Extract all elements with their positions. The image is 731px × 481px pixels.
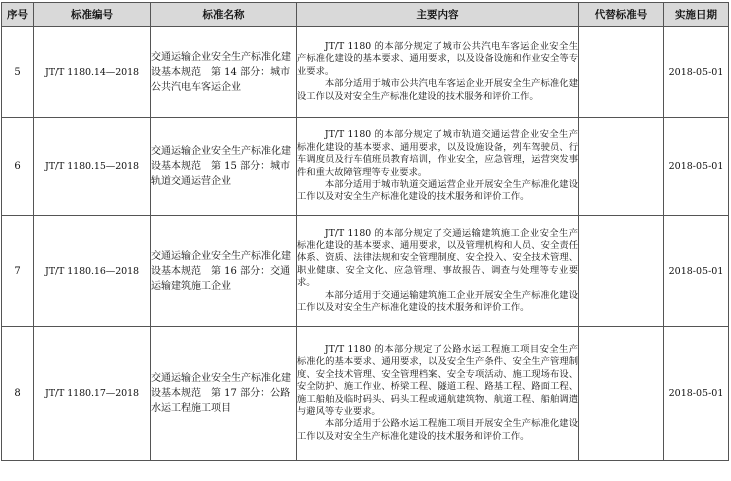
content-applicability: 本部分适用于交通运输建筑施工企业开展安全生产标准化建设工作以及对安全生产标准化建设的技术服务和评价工作。: [297, 289, 578, 313]
content-applicability: 本部分适用于城市轨道交通运营企业开展安全生产标准化建设工作以及对安全生产标准化建设的技术服务和评价工作。: [297, 178, 578, 203]
standard-content: [297, 327, 579, 461]
table-row: [2, 216, 729, 327]
standard-name: 交通运输企业安全生产标准化建设基本规范 第 15 部分：城市轨道交通运营企业: [151, 118, 297, 216]
table-row: [2, 118, 729, 216]
header-row: [2, 3, 729, 27]
replaced-standard: [579, 216, 664, 327]
content-scope: JT/T 1180 的本部分规定了公路水运工程施工项目安全生产标准化的基本要求、通用要求，以及安全生产条件、安全生产管理制度、安全技术管理、安全管理档案、安全专项活动、施工现场布设、安全防护、施工作业、桥梁工程、隧道工程、路基工程、路面工程、施工船舶及临时码头、码头工程或通航建筑物、航道工程、船舶调遣与避风等专业要求。: [297, 344, 578, 417]
content-scope: JT/T 1180 的本部分规定了交通运输建筑施工企业安全生产标准化建设的基本要求、通用要求，以及管理机构和人员、安全责任体系、资质、法律法规和安全管理制度、安全投入、安全技术管理、职业健康、安全文化、应急管理、事故报告、调查与处理等专业要求。: [297, 227, 578, 289]
standard-name: 交通运输企业安全生产标准化建设基本规范 第 14 部分：城市公共汽电车客运企业: [151, 27, 297, 118]
effective-date: 2018-05-01: [664, 118, 729, 216]
header-content: 主要内容: [297, 3, 579, 27]
header-no: 序号: [2, 3, 34, 27]
content-applicability: 本部分适用于城市公共汽电车客运企业开展安全生产标准化建设工作以及对安全生产标准化建设的技术服务和评价工作。: [297, 78, 578, 102]
standard-name: 交通运输企业安全生产标准化建设基本规范 第 17 部分：公路水运工程施工项目: [151, 327, 297, 461]
header-code: 标准编号: [34, 3, 151, 27]
standard-name: 交通运输企业安全生产标准化建设基本规范 第 16 部分：交通运输建筑施工企业: [151, 216, 297, 327]
replaced-standard: [579, 27, 664, 118]
content-scope: JT/T 1180 的本部分规定了城市公共汽电车客运企业安全生产标准化建设的基本要求、通用要求，以及设备设施和作业安全等专业要求。: [297, 41, 578, 77]
header-name: 标准名称: [151, 3, 297, 27]
row-number: 8: [2, 327, 34, 461]
header-replace: 代替标准号: [579, 3, 664, 27]
content-scope: JT/T 1180 的本部分规定了城市轨道交通运营企业安全生产标准化建设的基本要求、通用要求，以及设施设备，列车驾驶员、行车调度员及行车值班员教育培训，作业安全，应急管理，运营突发事件和重大故障管理等专业要求。: [297, 129, 578, 178]
standards-table: [1, 2, 729, 461]
replaced-standard: [579, 327, 664, 461]
row-number: 5: [2, 27, 34, 118]
standard-code: JT/T 1180.17—2018: [34, 327, 151, 461]
header-date: 实施日期: [664, 3, 729, 27]
effective-date: 2018-05-01: [664, 216, 729, 327]
content-applicability: 本部分适用于公路水运工程施工项目开展安全生产标准化建设工作以及对安全生产标准化建设的技术服务和评价工作。: [297, 418, 578, 442]
replaced-standard: [579, 118, 664, 216]
table-row: [2, 27, 729, 118]
effective-date: 2018-05-01: [664, 327, 729, 461]
effective-date: 2018-05-01: [664, 27, 729, 118]
standard-content: [297, 216, 579, 327]
row-number: 6: [2, 118, 34, 216]
standard-content: [297, 118, 579, 216]
table-row: [2, 327, 729, 461]
standard-content: [297, 27, 579, 118]
standard-code: JT/T 1180.14—2018: [34, 27, 151, 118]
standard-code: JT/T 1180.16—2018: [34, 216, 151, 327]
standard-code: JT/T 1180.15—2018: [34, 118, 151, 216]
row-number: 7: [2, 216, 34, 327]
